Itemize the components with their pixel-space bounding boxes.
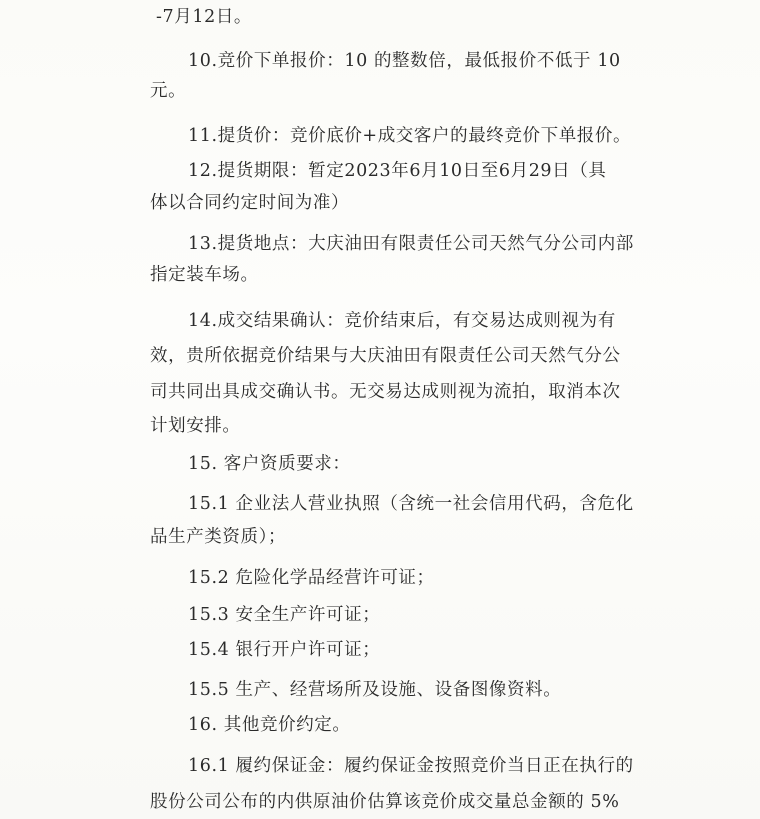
text-line: 计划安排。: [150, 416, 241, 436]
text-line: 15.1 企业法人营业执照（含统一社会信用代码，含危化: [188, 494, 634, 514]
text-line: 10.竞价下单报价：10 的整数倍，最低报价不低于 10: [188, 51, 621, 71]
text-line: -7月12日。: [156, 7, 253, 27]
text-line: 16.1 履约保证金：履约保证金按照竞价当日正在执行的: [188, 756, 634, 776]
text-line: 品生产类资质）；: [150, 527, 287, 547]
text-line: 股份公司公布的内供原油价估算该竞价成交量总金额的 5%: [150, 792, 620, 812]
list-item: 15.2 危险化学品经营许可证；: [188, 568, 435, 588]
list-item: 15.3 安全生产许可证；: [188, 605, 381, 625]
list-item: 15.4 银行开户许可证；: [188, 640, 381, 660]
text-line: 13.提货地点：大庆油田有限责任公司天然气分公司内部: [188, 234, 634, 254]
text-line: 12.提货期限：暂定2023年6月10日至6月29日（具: [188, 161, 607, 181]
text-line: 效，贵所依据竞价结果与大庆油田有限责任公司天然气分公: [150, 346, 621, 366]
text-line: 14.成交结果确认：竞价结束后，有交易达成则视为有: [188, 311, 616, 331]
list-item: 15.5 生产、经营场所及设施、设备图像资料。: [188, 680, 562, 700]
text-line: 11.提货价：竞价底价+成交客户的最终竞价下单报价。: [188, 126, 632, 146]
text-line: 体以合同约定时间为准）: [150, 193, 350, 213]
text-line: 元。: [150, 81, 187, 101]
text-line: 指定装车场。: [150, 265, 259, 285]
text-line: 司共同出具成交确认书。无交易达成则视为流拍，取消本次: [150, 382, 621, 402]
section-heading: 16. 其他竞价约定。: [188, 715, 351, 735]
section-heading: 15. 客户资质要求：: [188, 454, 351, 474]
